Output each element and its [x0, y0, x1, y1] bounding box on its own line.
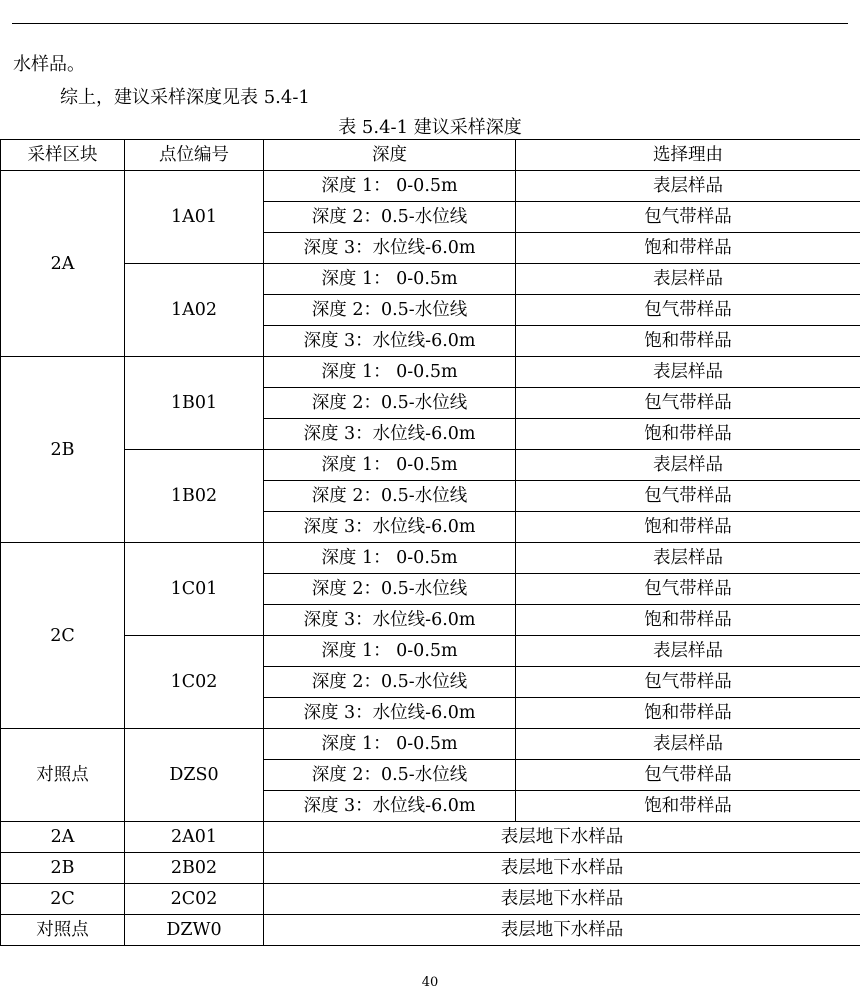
reason-cell: 表层样品: [516, 543, 860, 574]
depth-cell: 深度 3：水位线-6.0m: [264, 512, 516, 543]
reason-cell: 表层地下水样品: [264, 884, 860, 915]
point-id-cell: 1C01: [125, 543, 264, 636]
depth-cell: 深度 1： 0-0.5m: [264, 729, 516, 760]
depth-cell: 深度 2：0.5-水位线: [264, 760, 516, 791]
table-row: [1, 543, 860, 574]
table-header-row: [1, 140, 860, 171]
reason-cell: 表层样品: [516, 450, 860, 481]
reason-cell: 饱和带样品: [516, 791, 860, 822]
block-cell: 2C: [1, 543, 125, 729]
point-id-cell: DZS0: [125, 729, 264, 822]
point-id-cell: 2C02: [125, 884, 264, 915]
table-body: [1, 171, 860, 946]
reason-cell: 饱和带样品: [516, 605, 860, 636]
point-id-cell: 1A02: [125, 264, 264, 357]
reason-cell: 包气带样品: [516, 481, 860, 512]
reason-cell: 包气带样品: [516, 667, 860, 698]
depth-cell: 深度 2：0.5-水位线: [264, 481, 516, 512]
depth-cell: 深度 1： 0-0.5m: [264, 264, 516, 295]
reason-cell: 表层地下水样品: [264, 915, 860, 946]
point-id-cell: 2A01: [125, 822, 264, 853]
block-cell: 2A: [1, 822, 125, 853]
point-id-cell: DZW0: [125, 915, 264, 946]
block-cell: 2B: [1, 357, 125, 543]
table-row: [1, 636, 860, 667]
depth-cell: 深度 3：水位线-6.0m: [264, 698, 516, 729]
reason-cell: 包气带样品: [516, 295, 860, 326]
depth-cell: 深度 2：0.5-水位线: [264, 667, 516, 698]
reason-cell: 表层地下水样品: [264, 822, 860, 853]
depth-cell: 深度 2：0.5-水位线: [264, 295, 516, 326]
reason-cell: 饱和带样品: [516, 419, 860, 450]
table-row: [1, 729, 860, 760]
depth-cell: 深度 3：水位线-6.0m: [264, 233, 516, 264]
point-id-cell: 1B02: [125, 450, 264, 543]
table-caption: 表 5.4-1 建议采样深度: [338, 117, 522, 138]
point-id-cell: 2B02: [125, 853, 264, 884]
reason-cell: 饱和带样品: [516, 698, 860, 729]
reason-cell: 包气带样品: [516, 574, 860, 605]
depth-cell: 深度 1： 0-0.5m: [264, 636, 516, 667]
point-id-cell: 1A01: [125, 171, 264, 264]
header-point-id: 点位编号: [125, 140, 264, 171]
point-id-cell: 1B01: [125, 357, 264, 450]
header-rule: [12, 23, 848, 24]
paragraph-line-2: 综上，建议采样深度见表 5.4-1: [60, 87, 310, 108]
table-row: [1, 853, 860, 884]
table-row: [1, 915, 860, 946]
reason-cell: 饱和带样品: [516, 512, 860, 543]
table-row: [1, 264, 860, 295]
table-row: [1, 450, 860, 481]
depth-cell: 深度 1： 0-0.5m: [264, 543, 516, 574]
reason-cell: 表层样品: [516, 636, 860, 667]
block-cell: 2B: [1, 853, 125, 884]
table-row: [1, 822, 860, 853]
depth-cell: 深度 2：0.5-水位线: [264, 202, 516, 233]
depth-cell: 深度 2：0.5-水位线: [264, 388, 516, 419]
reason-cell: 饱和带样品: [516, 233, 860, 264]
sampling-depth-table: [0, 139, 860, 946]
depth-cell: 深度 3：水位线-6.0m: [264, 326, 516, 357]
reason-cell: 包气带样品: [516, 388, 860, 419]
header-block: 采样区块: [1, 140, 125, 171]
reason-cell: 包气带样品: [516, 760, 860, 791]
page-number: 40: [421, 975, 439, 990]
reason-cell: 饱和带样品: [516, 326, 860, 357]
block-cell: 2C: [1, 884, 125, 915]
reason-cell: 表层样品: [516, 357, 860, 388]
depth-cell: 深度 2：0.5-水位线: [264, 574, 516, 605]
depth-cell: 深度 3：水位线-6.0m: [264, 419, 516, 450]
block-cell: 2A: [1, 171, 125, 357]
reason-cell: 表层样品: [516, 729, 860, 760]
reason-cell: 表层地下水样品: [264, 853, 860, 884]
depth-cell: 深度 1： 0-0.5m: [264, 357, 516, 388]
block-cell: 对照点: [1, 915, 125, 946]
reason-cell: 表层样品: [516, 264, 860, 295]
table-row: [1, 357, 860, 388]
header-reason: 选择理由: [516, 140, 860, 171]
header-depth: 深度: [264, 140, 516, 171]
depth-cell: 深度 1： 0-0.5m: [264, 450, 516, 481]
block-cell: 对照点: [1, 729, 125, 822]
depth-cell: 深度 3：水位线-6.0m: [264, 605, 516, 636]
depth-cell: 深度 1： 0-0.5m: [264, 171, 516, 202]
reason-cell: 表层样品: [516, 171, 860, 202]
point-id-cell: 1C02: [125, 636, 264, 729]
table-row: [1, 884, 860, 915]
table-row: [1, 171, 860, 202]
depth-cell: 深度 3：水位线-6.0m: [264, 791, 516, 822]
reason-cell: 包气带样品: [516, 202, 860, 233]
paragraph-line-1: 水样品。: [13, 54, 85, 75]
